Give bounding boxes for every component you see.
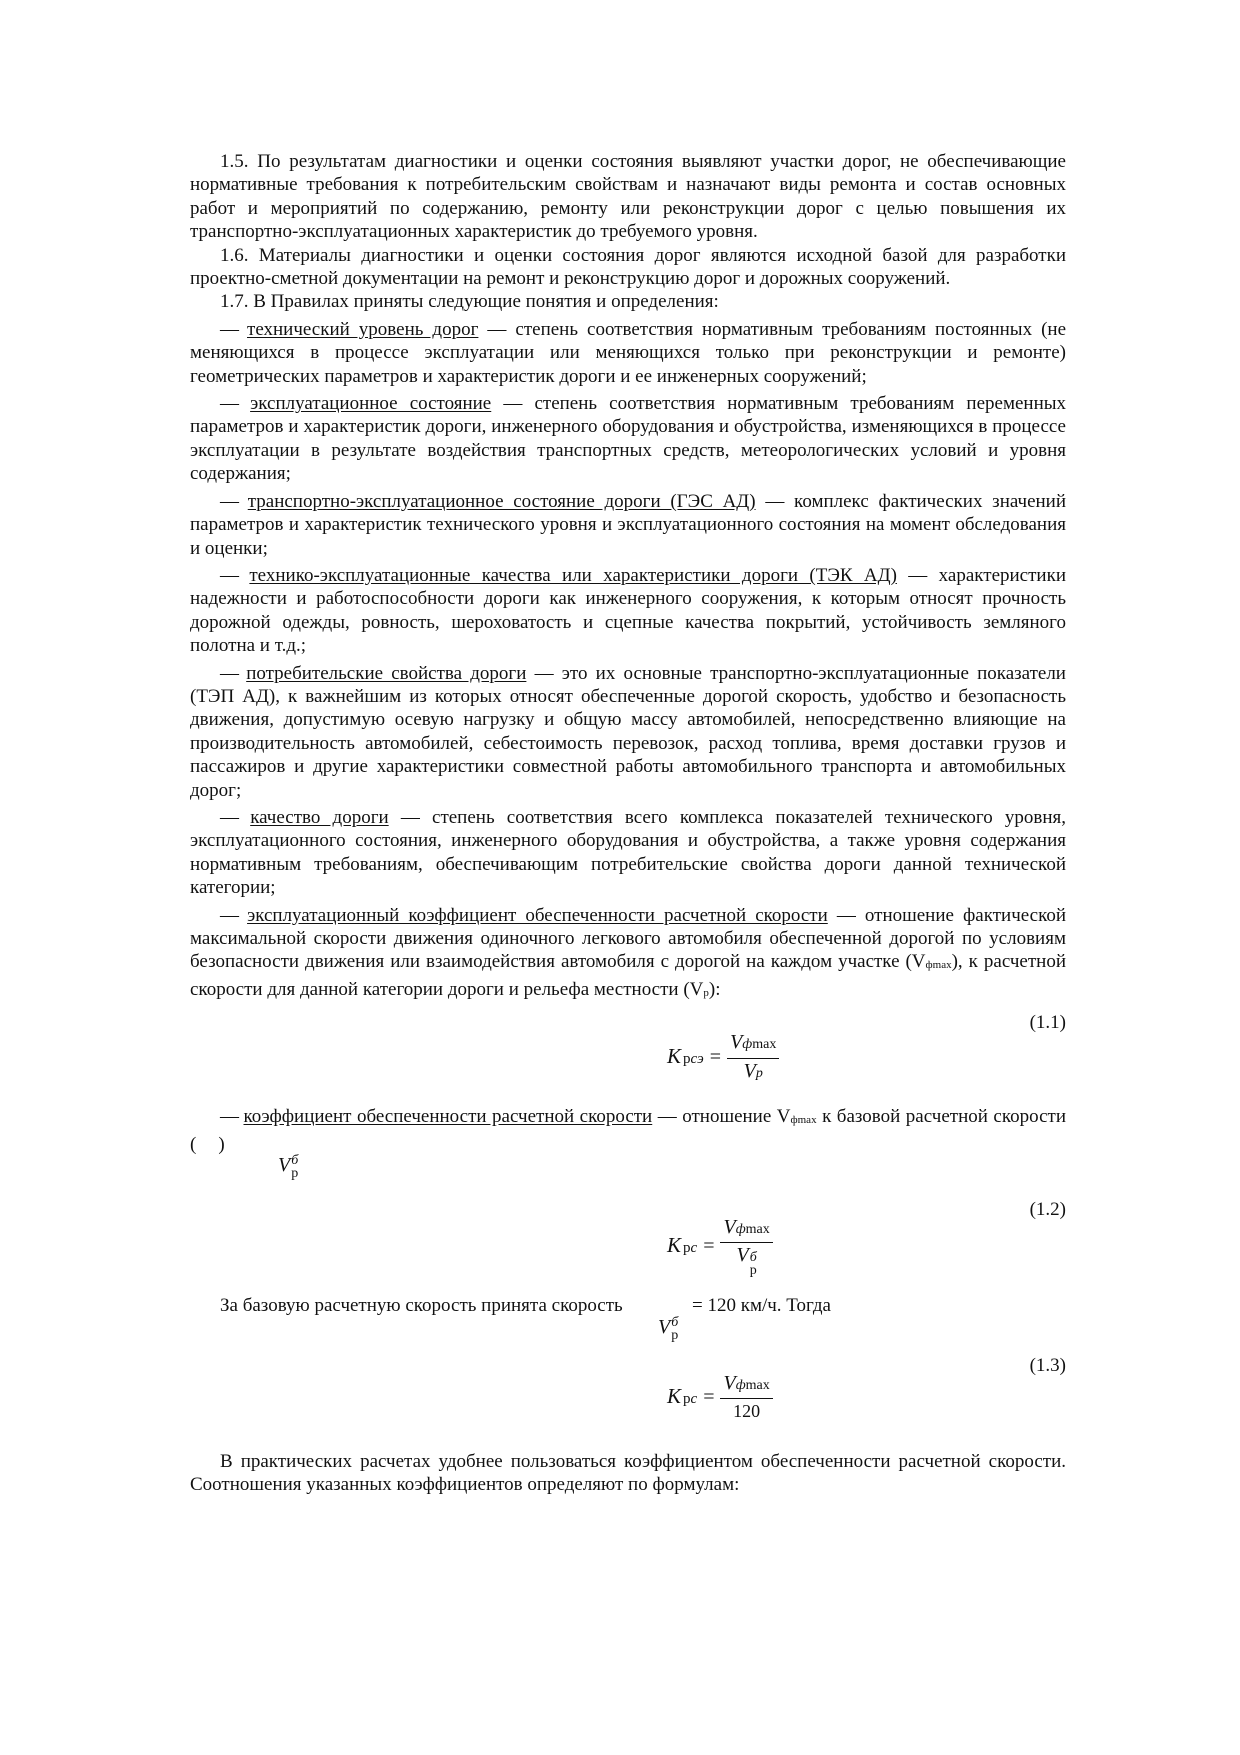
definition-road-quality (190, 806, 1066, 900)
definition-technical-level (190, 318, 1066, 388)
formula-subscript: с (690, 1239, 698, 1256)
formula-base-speed (658, 1316, 678, 1342)
term: потребительские свойства дороги (246, 662, 527, 684)
definition-text: — степень соответствия нормативным требованиям постоянных (не меняющихся в процессе эксплуатации или меняющихся только при реконструкции и ремонте) геометрических параметров и характеристик дороги и ее инженерных сооружений; (190, 318, 1067, 387)
equation-number: (1.1) (1029, 1012, 1066, 1034)
fraction-denominator: 120 (733, 1401, 761, 1422)
formula-symbol: K (667, 1383, 682, 1408)
definition-text: — характеристики надежности и работоспособности дороги как инженерного сооружения, к которым относят прочность дорожной одежды, ровность, шероховатость и сцепные качества покрытий, устойчивость земляного полотна и т.д.; (190, 564, 1066, 657)
base-speed-paragraph (190, 1294, 1066, 1354)
paragraph-final: В практических расчетах удобнее пользоваться коэффициентом обеспеченности расчетной скорости. Соотношения указанных коэффициентов определяют по формулам: (190, 1451, 1066, 1496)
subscript: фmax (925, 959, 952, 972)
definition-transport-state (190, 490, 1066, 560)
definition-speed-coefficient (190, 1105, 1066, 1156)
formula-subscript: р (683, 1390, 691, 1407)
formula-subscript: max (752, 1037, 777, 1053)
formula-subscript: с (690, 1390, 698, 1407)
term: эксплуатационное состояние (250, 393, 492, 415)
definition-operational-coefficient (190, 904, 1066, 1006)
dash: — (220, 564, 238, 586)
dash: — (220, 393, 238, 415)
dash: — (220, 318, 238, 340)
definition-text: к базовой расчетной скорости ( (190, 1106, 1066, 1155)
paragraph-text: = 120 км/ч. Тогда (692, 1295, 831, 1317)
dash: — (220, 806, 238, 828)
formula-subscript: max (745, 1222, 770, 1238)
formula-base-speed (278, 1154, 298, 1180)
equals-sign: = (709, 1046, 722, 1069)
fraction (720, 1372, 772, 1424)
term: коэффициент обеспеченности расчетной скорости (243, 1106, 653, 1128)
definition-text: ): (708, 978, 721, 1000)
equation-number: (1.2) (1029, 1199, 1066, 1221)
formula-superscript: б (749, 1250, 757, 1266)
definition-text: — отношение фактической максимальной скорости движения одиночного легкового автомобиля обеспеченной дорогой по условиям безопасности движения или взаимодействия автомобиля с дорогой на каждом участке (V (190, 904, 1067, 973)
definition-text: — это их основные транспортно-эксплуатационные показатели (ТЭП АД), к важнейшим из которых относят обеспеченные дорогой скорость, удобство и безопасность движения, допустимую осевую нагрузку и общую массу автомобилей, непосредственно влияющие на производительность автомобилей, себестоимость перевозок, расход топлива, время доставки грузов и пассажиров и другие характеристики совместной работы автомобильного транспорта и автомобильных дорог; (190, 662, 1066, 801)
formula-symbol: K (667, 1232, 682, 1257)
term: транспортно-эксплуатационное состояние дороги (ГЭС АД) (247, 490, 756, 512)
formula-symbol: V (723, 1216, 736, 1239)
fraction (720, 1216, 772, 1277)
subscript: р (703, 986, 709, 999)
definition-text: — степень соответствия всего комплекса показателей технического уровня, эксплуатационного состояния, инженерного оборудования и обустройства, а также уровня содержания нормативным требованиям, обеспечивающим потребительские свойства дороги данной технической категории; (190, 806, 1066, 899)
term: технико-эксплуатационные качества или характеристики дороги (ТЭК АД) (249, 564, 897, 586)
subscript: фmax (790, 1114, 817, 1127)
formula-symbol: V (278, 1154, 291, 1177)
formula-subscript: ф (735, 1378, 746, 1394)
dash: — (220, 1106, 238, 1128)
formula (667, 1031, 779, 1085)
equals-sign: = (703, 1386, 715, 1409)
formula (667, 1216, 773, 1277)
formula-subscript: max (745, 1378, 770, 1394)
formula-subscript: р (291, 1166, 299, 1182)
formula-subscript: р (683, 1239, 691, 1256)
paragraph-1-7: 1.7. В Правилах приняты следующие понятия и определения: (220, 291, 719, 313)
term: качество дороги (250, 806, 389, 828)
formula-subscript: р (683, 1050, 691, 1067)
formula-symbol: V (743, 1059, 756, 1082)
definition-text: ) (218, 1133, 225, 1155)
formula-subscript: р (749, 1263, 757, 1279)
equation-1-1 (190, 1011, 1066, 1099)
formula (667, 1372, 773, 1424)
equals-sign: = (703, 1235, 715, 1258)
formula-subscript: сэ (690, 1050, 704, 1067)
definition-technical-qualities (190, 564, 1066, 658)
formula-subscript: р (755, 1065, 763, 1081)
dash: — (220, 904, 238, 926)
formula-subscript: р (671, 1328, 679, 1344)
definition-text: — отношение V (652, 1106, 791, 1128)
definition-consumer-properties (190, 662, 1066, 802)
dash: — (220, 662, 238, 684)
definition-operational-state (190, 392, 1066, 486)
paragraph-1-5: 1.5. По результатам диагностики и оценки состояния выявляют участки дорог, не обеспечивающие нормативные требования к потребительским свойствам и назначают виды ремонта и состав основных работ и мероприятий по содержанию, ремонту или реконструкции дорог с целью повышения их транспортно-эксплуатационных характеристик до требуемого уровня. (190, 151, 1066, 243)
definition-text: ), к расчетной скорости для данной категории дороги и рельефа местности (V (190, 951, 1066, 1000)
formula-symbol: V (736, 1244, 749, 1267)
dash: — (220, 490, 238, 512)
fraction (727, 1031, 779, 1085)
formula-symbol: K (667, 1043, 682, 1068)
formula-symbol: V (730, 1031, 743, 1054)
paragraph-text: За базовую расчетную скорость принята скорость (220, 1295, 623, 1317)
formula-symbol: V (723, 1372, 736, 1395)
definition-text: — степень соответствия нормативным требованиям переменных параметров и характеристик дороги, инженерного оборудования и обустройства, изменяющихся в процессе эксплуатации в результате воздействия транспортных средств, метеорологических условий и уровня содержания; (190, 393, 1066, 485)
formula-subscript: ф (735, 1222, 746, 1238)
inline-formula-row (190, 1153, 1066, 1192)
document-page (190, 150, 1066, 1497)
formula-subscript: ф (742, 1037, 753, 1053)
equation-1-2 (190, 1198, 1066, 1294)
formula-superscript: б (291, 1153, 299, 1169)
definition-text: — комплекс фактических значений параметров и характеристик технического уровня и эксплуатационного состояния на момент обследования и оценки; (190, 490, 1067, 559)
paragraph-1-6: 1.6. Материалы диагностики и оценки состояния дорог являются исходной базой для разработки проектно-сметной документации на ремонт и реконструкцию дорог и дорожных сооружений. (190, 244, 1066, 290)
equation-number: (1.3) (1029, 1355, 1066, 1377)
term: технический уровень дорог (247, 318, 479, 340)
equation-1-3 (190, 1354, 1066, 1446)
term: эксплуатационный коэффициент обеспеченности расчетной скорости (247, 904, 828, 926)
formula-superscript: б (671, 1315, 679, 1331)
formula-symbol: V (658, 1316, 671, 1339)
